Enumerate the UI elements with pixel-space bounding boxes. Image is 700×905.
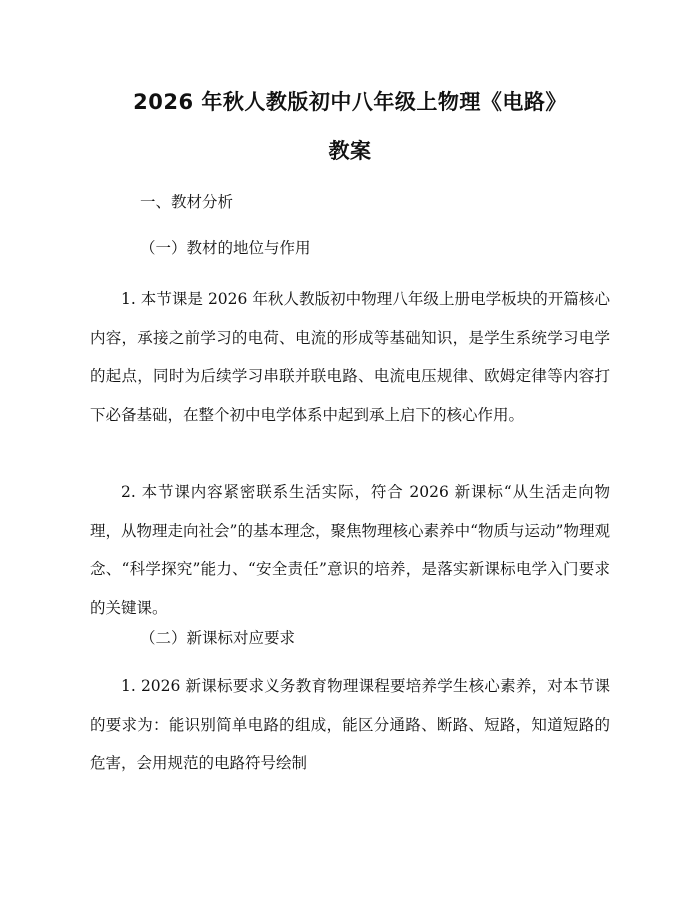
document-title-line-1: 2026 年秋人教版初中八年级上物理《电路》 xyxy=(133,90,567,114)
paragraph-1: 1. 本节课是 2026 年秋人教版初中物理八年级上册电学板块的开篇核心内容，承接之前学习的电荷、电流的形成等基础知识，是学生系统学习电学的起点，同时为后续学习串联并联电路、电流电压规律、欧姆定律等内容打下必备基础，在整个初中电学体系中起到承上启下的核心作用。 xyxy=(90,290,610,424)
section-heading-textbook-analysis: 一、教材分析 xyxy=(140,193,234,211)
document-title-line-2: 教案 xyxy=(328,139,372,163)
subsection-heading-status-role: （一）教材的地位与作用 xyxy=(140,239,311,257)
paragraph-3: 1. 2026 新课标要求义务教育物理课程要培养学生核心素养，对本节课的要求为：能识别简单电路的组成，能区分通路、断路、短路，知道短路的危害，会用规范的电路符号绘制 xyxy=(90,677,610,772)
subsection-heading-curriculum-requirements: （二）新课标对应要求 xyxy=(140,629,296,647)
paragraph-2: 2. 本节课内容紧密联系生活实际，符合 2026 新课标“从生活走向物理，从物理走向社会”的基本理念，聚焦物理核心素养中“物质与运动”物理观念、“科学探究”能力、“安全责任”意识的培养，是落实新课标电学入门要求的关键课。 xyxy=(90,483,610,617)
